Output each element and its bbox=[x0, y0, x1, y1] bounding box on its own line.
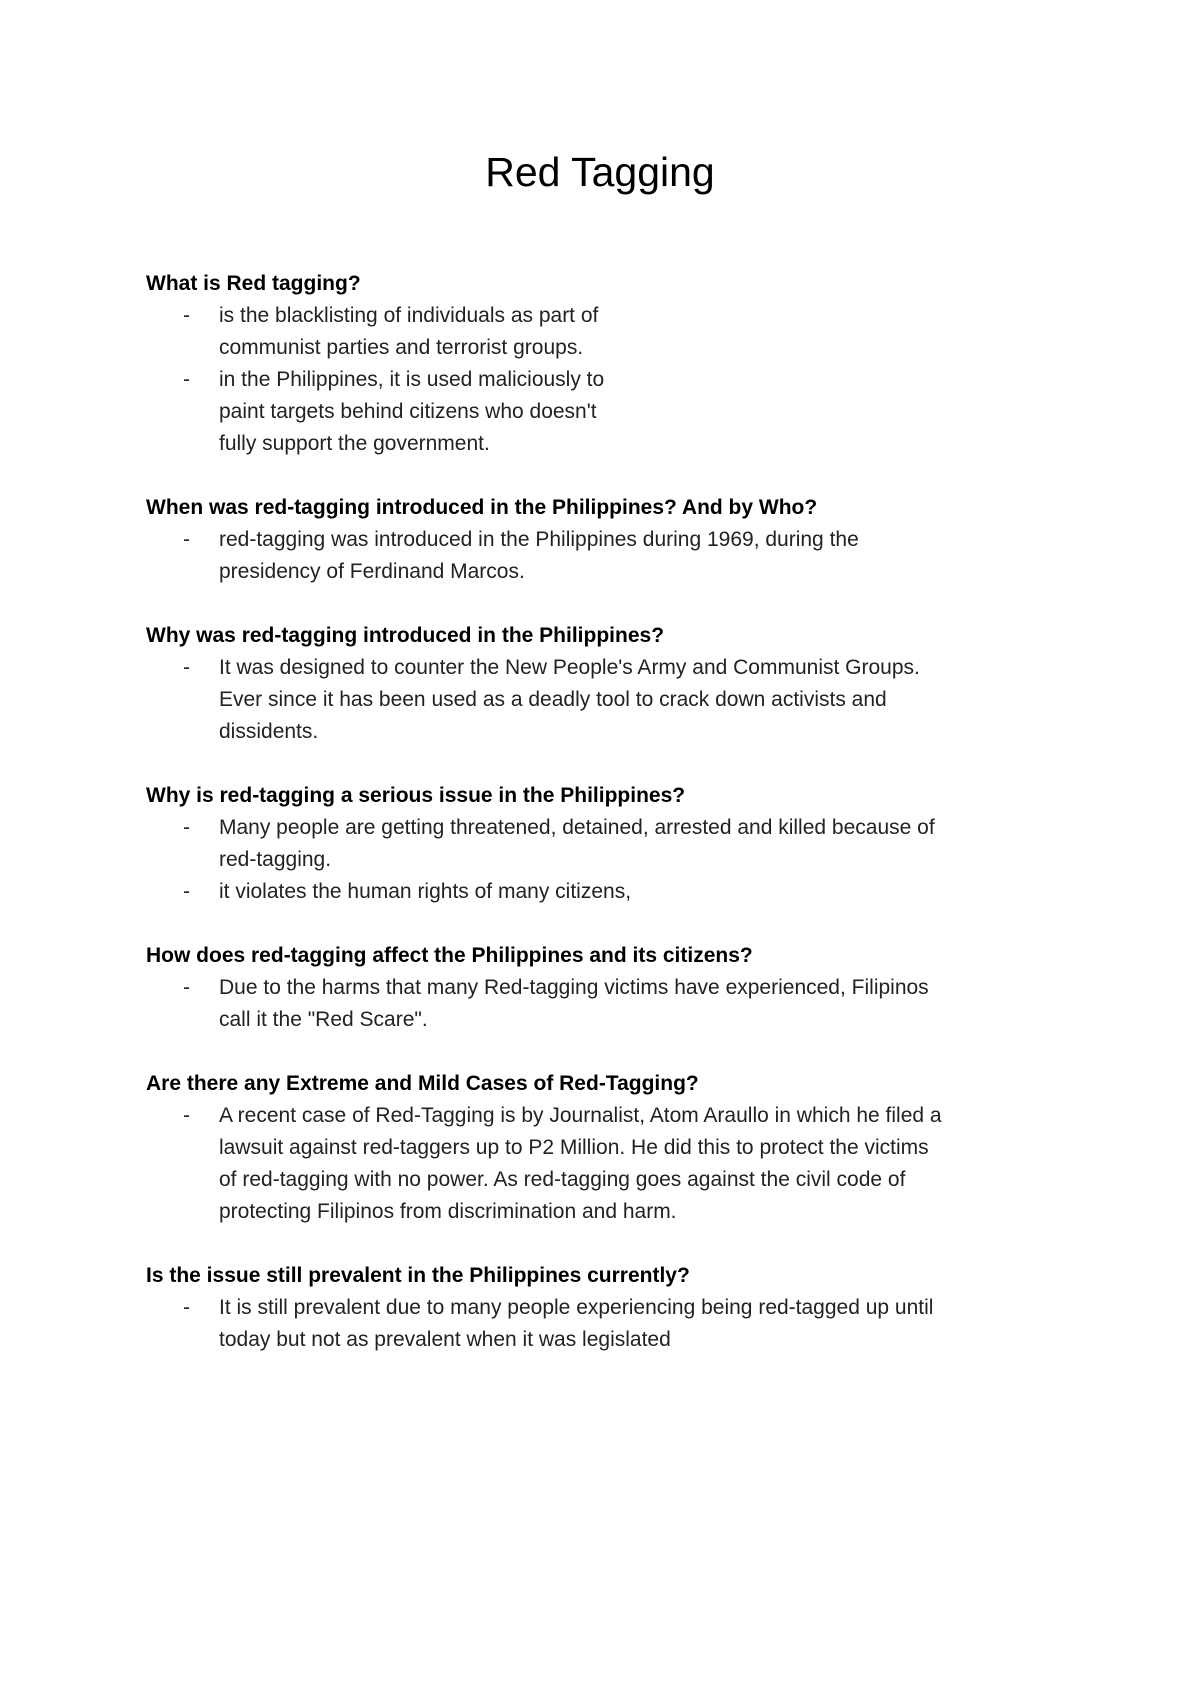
bullet-dash: - bbox=[183, 816, 190, 839]
answer-text: It is still prevalent due to many people experiencing being red-tagged up until today but not as prevalent when it was legislated bbox=[219, 1296, 934, 1351]
answer-text: is the blacklisting of individuals as part of communist parties and terrorist groups. bbox=[219, 304, 599, 359]
answer-item bbox=[146, 972, 1086, 1036]
section-question: Is the issue still prevalent in the Philippines currently? bbox=[146, 1264, 690, 1287]
answer-item bbox=[146, 524, 1086, 588]
answer-item bbox=[146, 652, 1086, 748]
section-what-is-red-tagging bbox=[146, 268, 1086, 460]
section-question: How does red-tagging affect the Philippines and its citizens? bbox=[146, 944, 753, 967]
answer-item bbox=[146, 1292, 1086, 1356]
section-still-prevalent bbox=[146, 1260, 1086, 1356]
bullet-dash: - bbox=[183, 528, 190, 551]
answer-text: it violates the human rights of many citizens, bbox=[219, 880, 632, 903]
answer-text: It was designed to counter the New People's Army and Communist Groups. Ever since it has been used as a deadly tool to crack down activists and dissidents. bbox=[219, 656, 920, 743]
answer-text: Due to the harms that many Red-tagging victims have experienced, Filipinos call it the "Red Scare". bbox=[219, 976, 929, 1031]
section-why-introduced bbox=[146, 620, 1086, 748]
section-question: Are there any Extreme and Mild Cases of Red-Tagging? bbox=[146, 1072, 699, 1095]
answer-item bbox=[146, 1100, 1086, 1228]
document-body bbox=[146, 268, 1086, 1388]
answer-text: Many people are getting threatened, detained, arrested and killed because of red-tagging. bbox=[219, 816, 935, 871]
document-title: Red Tagging bbox=[485, 149, 715, 195]
section-question: When was red-tagging introduced in the Philippines? And by Who? bbox=[146, 496, 818, 519]
answer-text: in the Philippines, it is used maliciously to paint targets behind citizens who doesn't fully support the government. bbox=[219, 368, 605, 455]
bullet-dash: - bbox=[183, 1296, 190, 1319]
answer-item bbox=[146, 364, 1086, 460]
bullet-dash: - bbox=[183, 880, 190, 903]
section-extreme-mild-cases bbox=[146, 1068, 1086, 1228]
section-question: Why was red-tagging introduced in the Philippines? bbox=[146, 624, 665, 647]
answer-text: A recent case of Red-Tagging is by Journalist, Atom Araullo in which he filed a lawsuit against red-taggers up to P2 Million. He did this to protect the victims of red-tagging with no power. As red-tagging goes against the civil code of protecting Filipinos from discrimination and harm. bbox=[219, 1104, 942, 1223]
bullet-dash: - bbox=[183, 368, 190, 391]
bullet-dash: - bbox=[183, 976, 190, 999]
answer-item bbox=[146, 876, 1086, 908]
answer-item bbox=[146, 812, 1086, 876]
answer-item bbox=[146, 300, 1086, 364]
section-question: What is Red tagging? bbox=[146, 272, 361, 295]
section-serious-issue bbox=[146, 780, 1086, 908]
bullet-dash: - bbox=[183, 1104, 190, 1127]
bullet-dash: - bbox=[183, 656, 190, 679]
answer-text: red-tagging was introduced in the Philippines during 1969, during the presidency of Ferdinand Marcos. bbox=[219, 528, 859, 583]
section-when-introduced bbox=[146, 492, 1086, 588]
section-question: Why is red-tagging a serious issue in the Philippines? bbox=[146, 784, 686, 807]
bullet-dash: - bbox=[183, 304, 190, 327]
section-effects bbox=[146, 940, 1086, 1036]
